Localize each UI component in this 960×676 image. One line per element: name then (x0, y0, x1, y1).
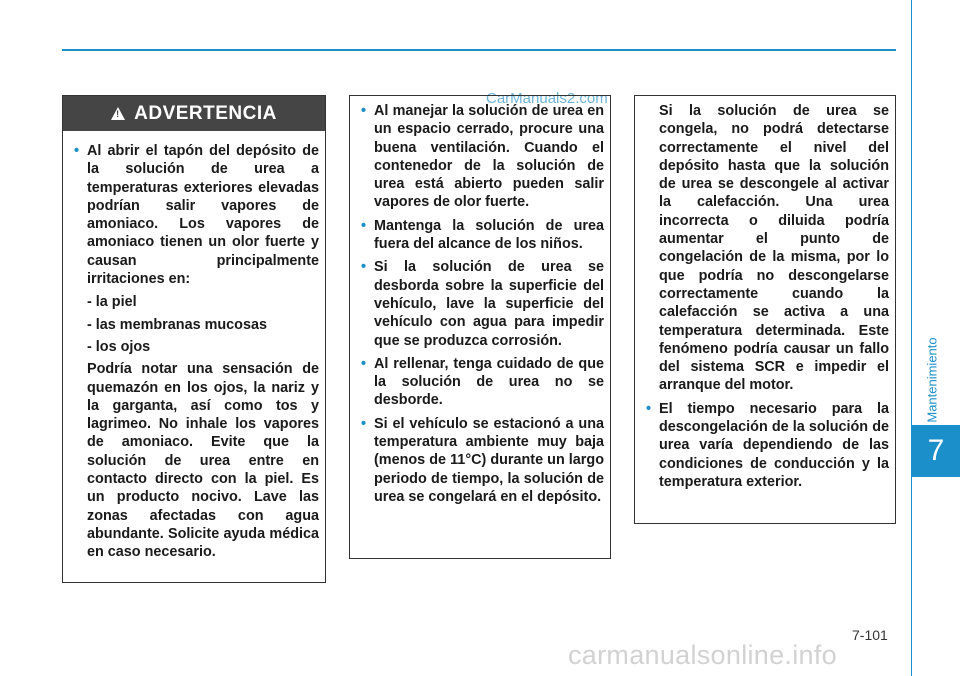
list-item: • Si el vehículo se estacionó a una temperatura ambiente muy baja (menos de 11°C) durante un largo periodo de tiempo, la solución de urea se congelará en el depósito. (350, 415, 604, 506)
top-watermark: CarManuals2.com (486, 90, 608, 107)
footer-watermark: carmanualsonline.info (568, 640, 837, 670)
chapter-tab-rule (911, 0, 912, 676)
list-item: • Mantenga la solución de urea fuera del alcance de los niños. (350, 217, 604, 254)
list-item: • Si la solución de urea se desborda sobre la superficie del vehículo, lave la superficie del vehículo con agua para impedir que se produzca corrosión. (350, 258, 604, 349)
header-rule (62, 49, 896, 51)
warning-title: ADVERTENCIA (134, 102, 277, 124)
warning-closing: Podría notar una sensación de quemazón en los ojos, la nariz y la garganta, así como tos y lagrimeo. No inhale los vapores de amoniaco. Evite que la solución de urea entre en contacto directo con la piel. Es un producto nocivo. Lave las zonas afectadas con agua abundante. Solicite ayuda médica en caso necesario. (87, 361, 319, 561)
warning-list-item: - las membranas mucosas (87, 316, 267, 333)
list-item: • Al rellenar, tenga cuidado de que la solución de urea no se desborde. (350, 355, 604, 410)
right-panel (634, 95, 896, 524)
warning-list-item: - la piel (87, 294, 137, 311)
chapter-number-tab: 7 (912, 425, 960, 477)
warning-list-item: - los ojos (87, 338, 151, 355)
warning-triangle-icon (111, 107, 125, 120)
list-item: • Al manejar la solución de urea en un espacio cerrado, procure una buena ventilación. Cuando el contenedor de la solución de urea está abierto pueden salir vapores de olor fuerte. (350, 102, 604, 212)
warning-panel (62, 95, 326, 583)
middle-panel (349, 95, 611, 559)
chapter-title: Mantenimiento (924, 337, 940, 423)
warning-header (63, 96, 325, 131)
warning-intro: • Al abrir el tapón del depósito de la solución de urea a temperaturas exteriores elevadas podrían salir vapores de amoniaco. Los vapores de amoniaco tienen un olor fuerte y causan principalmente irritaciones en: (63, 142, 319, 288)
page-number: 7-101 (852, 627, 888, 643)
continuation-paragraph: Si la solución de urea se congela, no podrá detectarse correctamente el nivel del depósito hasta que la solución de urea se descongele al activar la calefacción. Una urea incorrecta o diluida podría aumentar el punto de congelación de la misma, por lo que podría no descongelarse correctamente cuando la calefacción se activa a una temperatura determinada. Este fenómeno podría causar un fallo del sistema SCR e impedir el arranque del motor. (659, 103, 889, 394)
list-item: • El tiempo necesario para la descongelación de la solución de urea varía dependiendo de las condiciones de conducción y la temperatura exterior. (635, 400, 889, 491)
